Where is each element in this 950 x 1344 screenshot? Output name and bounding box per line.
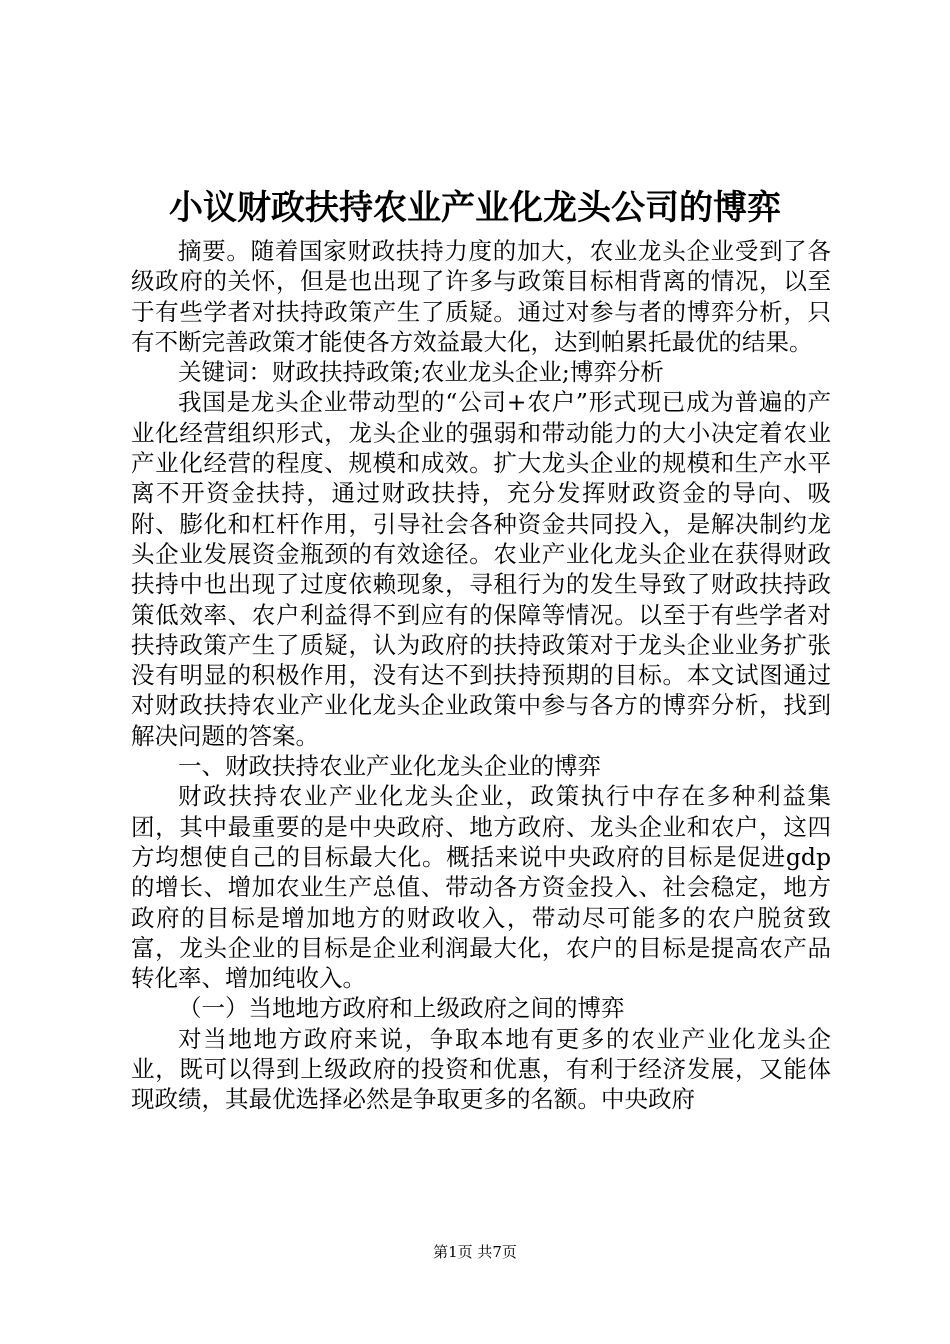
intro-paragraph: 我国是龙头企业带动型的“公司+农户”形式现已成为普遍的产业化经营组织形式，龙头企业的强弱和带动能力的大小决定着农业产业化经营的程度、规模和成效。扩大龙头企业的规模和生产水平离不开资金扶持，通过财政扶持，充分发挥财政资金的导向、吸附、膨化和杠杆作用，引导社会各种资金共同投入，是解决制约龙头企业发展资金瓶颈的有效途径。农业产业化龙头企业在获得财政扶持中也出现了过度依赖现象，寻租行为的发生导致了财政扶持政策低效率、农户利益得不到应有的保障等情况。以至于有些学者对扶持政策产生了质疑，认为政府的扶持政策对于龙头企业业务扩张没有明显的积极作用，没有达不到扶持预期的目标。本文试图通过对财政扶持农业产业化龙头企业政策中参与各方的博弈分析，找到解决问题的答案。 xyxy=(131,388,831,750)
keywords-paragraph: 关键词：财政扶持政策;农业龙头企业;博弈分析 xyxy=(178,358,664,387)
subsection-heading: （一）当地地方政府和上级政府之间的博弈 xyxy=(178,994,625,1023)
section-heading: 一、财政扶持农业产业化龙头企业的博弈 xyxy=(178,752,601,781)
page-footer: 第1页 共7页 xyxy=(433,1243,517,1261)
subsection-paragraph: 对当地地方政府来说，争取本地有更多的农业产业化龙头企业，既可以得到上级政府的投资和优惠，有利于经济发展，又能体现政绩，其最优选择必然是争取更多的名额。中央政府 xyxy=(131,1024,831,1114)
document-body xyxy=(131,236,831,1115)
section-paragraph: 财政扶持农业产业化龙头企业，政策执行中存在多种利益集团，其中最重要的是中央政府、地方政府、龙头企业和农户，这四方均想使自己的目标最大化。概括来说中央政府的目标是促进gdp的增长、增加农业生产总值、带动各方资金投入、社会稳定，地方政府的目标是增加地方的财政收入，带动尽可能多的农户脱贫致富，龙头企业的目标是企业利润最大化，农户的目标是提高农产品转化率、增加纯收入。 xyxy=(131,782,831,993)
document-title: 小议财政扶持农业产业化龙头公司的博弈 xyxy=(169,188,781,228)
abstract-paragraph: 摘要。随着国家财政扶持力度的加大，农业龙头企业受到了各级政府的关怀，但是也出现了许多与政策目标相背离的情况，以至于有些学者对扶持政策产生了质疑。通过对参与者的博弈分析，只有不断完善政策才能使各方效益最大化，达到帕累托最优的结果。 xyxy=(131,237,831,356)
